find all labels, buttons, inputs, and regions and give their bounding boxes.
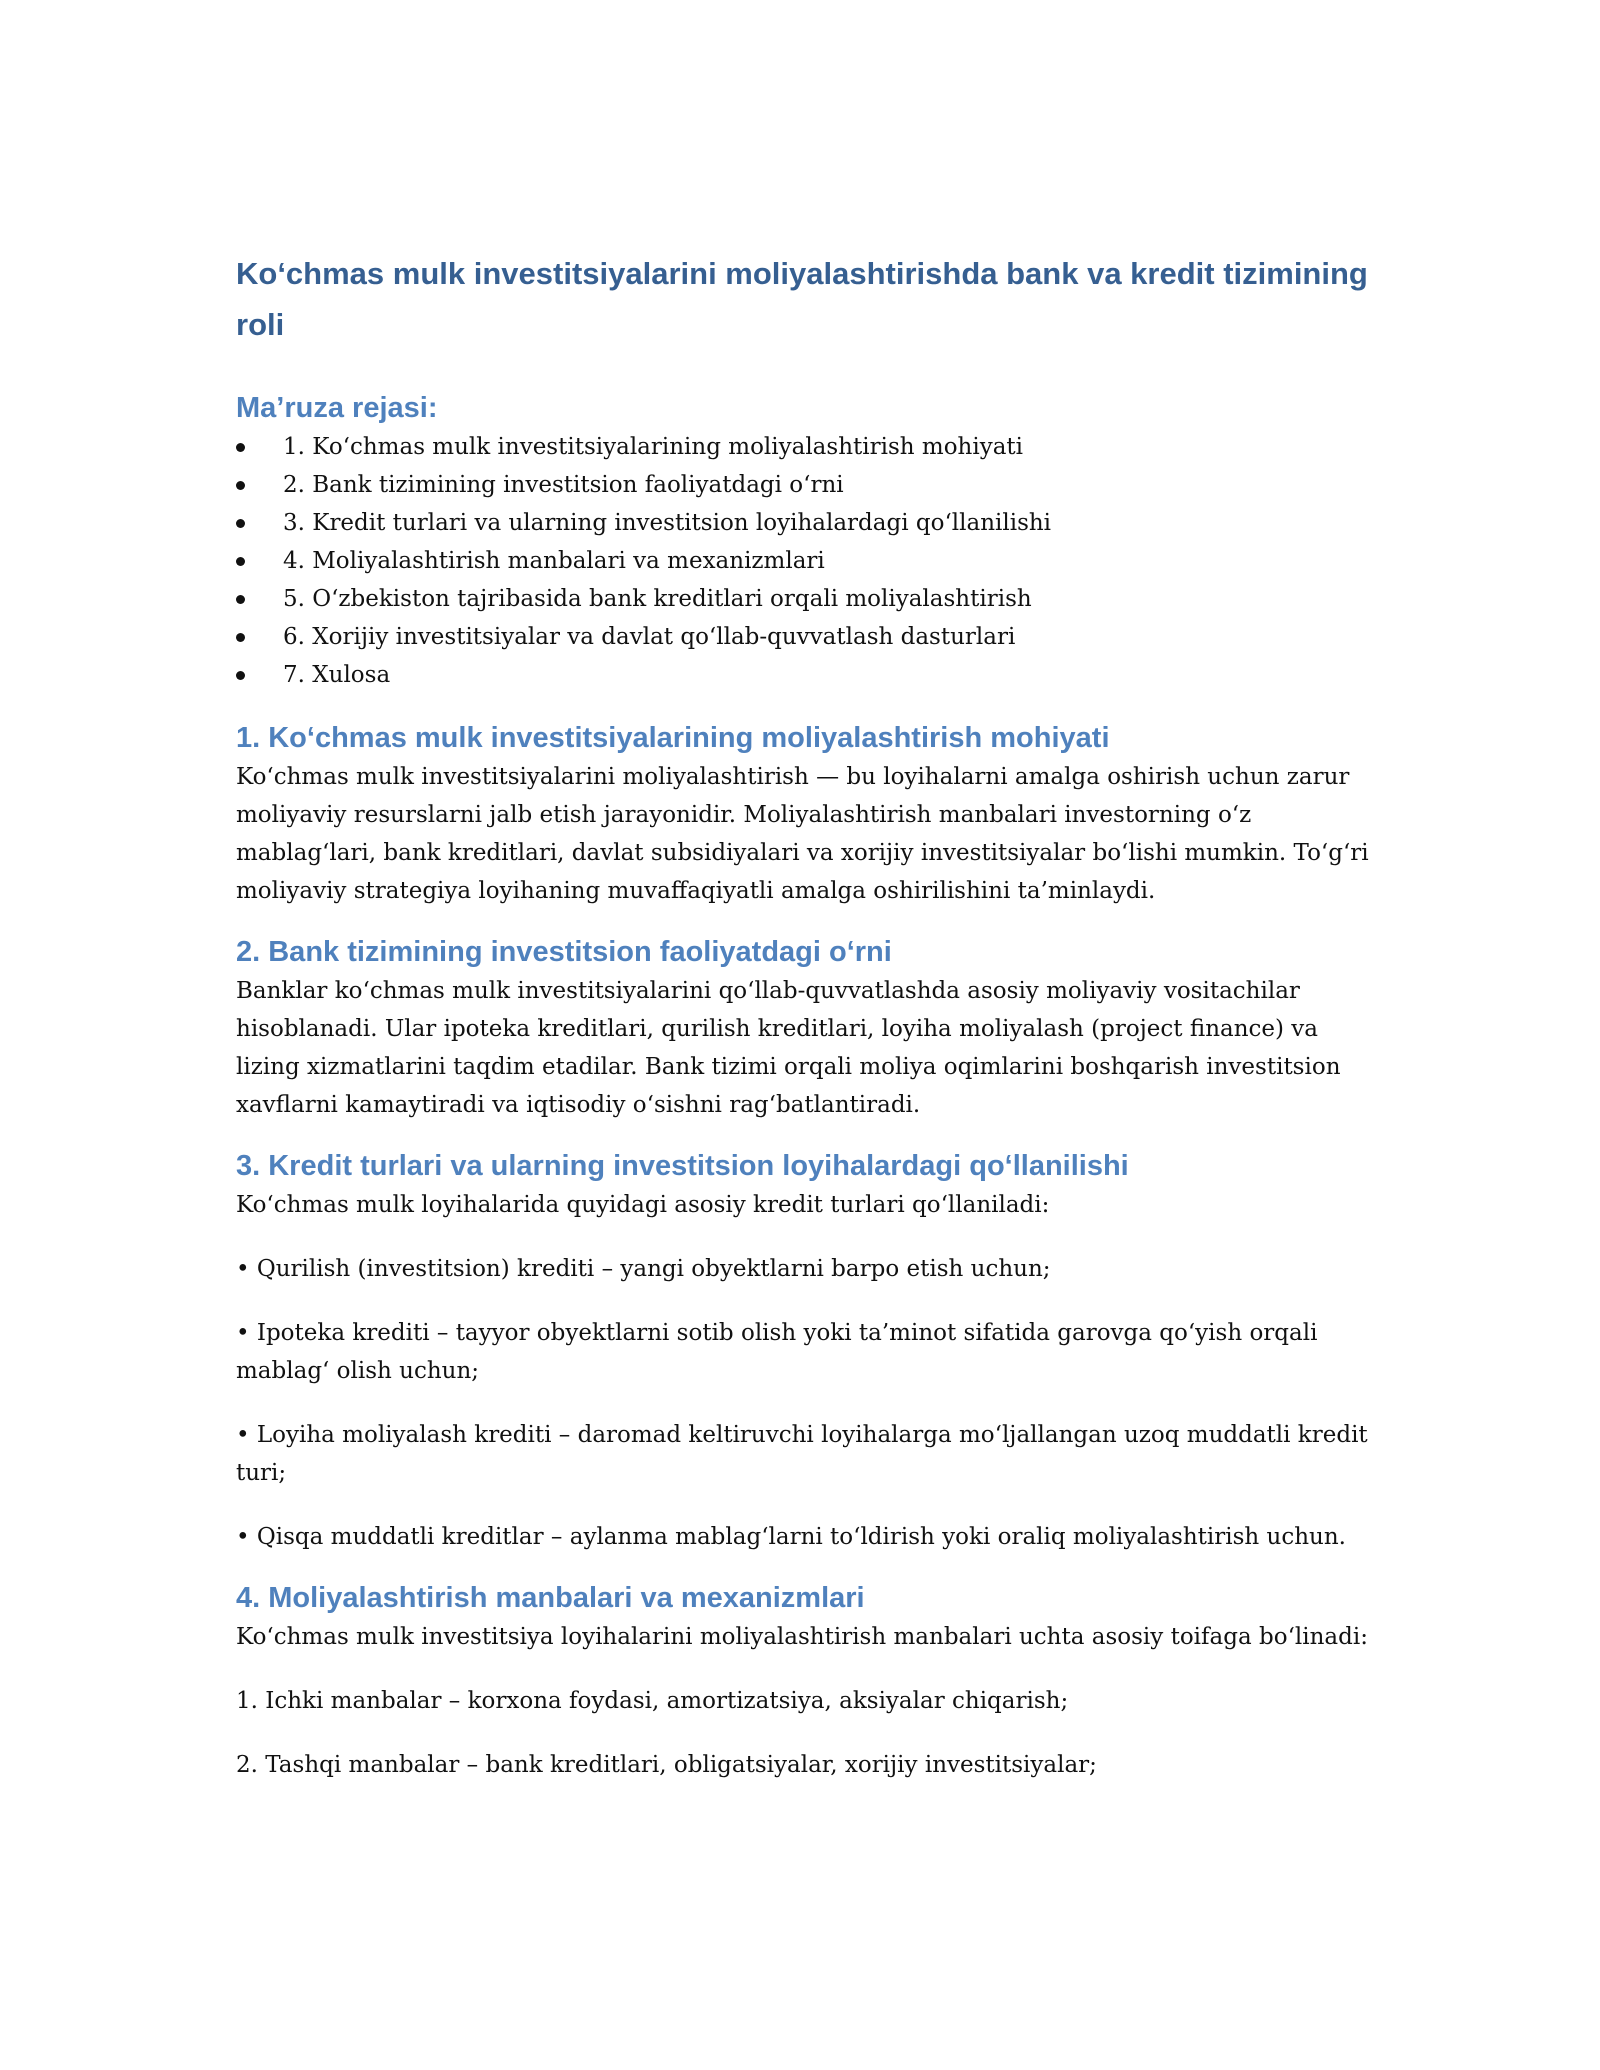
credit-type-item: • Loyiha moliyalash krediti – daromad keltiruvchi loyihalarga mo‘ljallangan uzoq muddatli kredit turi;: [236, 1422, 1368, 1486]
section-paragraph: Banklar ko‘chmas mulk investitsiyalarini qo‘llab-quvvatlashda asosiy moliyaviy vositachilar hisoblanadi. Ular ipoteka kreditlari, qurilish kreditlari, loyiha moliyalash (project finance) va lizing xizmatlarini taqdim etadilar. Bank tizimi orqali moliya oqimlarini boshqarish investitsion xavflarni kamaytiradi va iqtisodiy o‘sishni rag‘batlantiradi.: [236, 978, 1341, 1118]
bullet-icon: [236, 557, 245, 566]
plan-list: [236, 428, 1376, 694]
section-heading: 1. Ko‘chmas mulk investitsiyalarining moliyalashtirish mohiyati: [236, 722, 1110, 754]
section-4: [236, 1578, 1376, 1784]
section-heading: 3. Kredit turlari va ularning investitsion loyihalardagi qo‘llanilishi: [236, 1150, 1129, 1182]
bullet-icon: [236, 633, 245, 642]
document-page: [236, 248, 1376, 1806]
plan-item: [236, 504, 1376, 542]
plan-item-text: 7. Xulosa: [283, 662, 391, 688]
bullet-icon: [236, 519, 245, 528]
section-paragraph: Ko‘chmas mulk investitsiya loyihalarini moliyalashtirish manbalari uchta asosiy toifaga bo‘linadi:: [236, 1624, 1368, 1650]
plan-item-text: 4. Moliyalashtirish manbalari va mexanizmlari: [283, 548, 825, 574]
section-heading: 2. Bank tizimining investitsion faoliyatdagi o‘rni: [236, 936, 892, 968]
bullet-icon: [236, 671, 245, 680]
source-item: 2. Tashqi manbalar – bank kreditlari, obligatsiyalar, xorijiy investitsiyalar;: [236, 1752, 1097, 1778]
credit-type-item: • Qisqa muddatli kreditlar – aylanma mablag‘larni to‘ldirish yoki oraliq moliyalashtirish uchun.: [236, 1524, 1346, 1550]
plan-item: [236, 618, 1376, 656]
section-2: [236, 932, 1376, 1124]
bullet-icon: [236, 595, 245, 604]
plan-item-text: 1. Ko‘chmas mulk investitsiyalarining moliyalashtirish mohiyati: [283, 434, 1024, 460]
credit-type-item: • Ipoteka krediti – tayyor obyektlarni sotib olish yoki ta’minot sifatida garovga qo‘yish orqali mablag‘ olish uchun;: [236, 1320, 1318, 1384]
section-heading: 4. Moliyalashtirish manbalari va mexanizmlari: [236, 1582, 865, 1614]
plan-item: [236, 656, 1376, 694]
bullet-icon: [236, 481, 245, 490]
plan-item: [236, 466, 1376, 504]
plan-heading: Ma’ruza rejasi:: [236, 392, 438, 424]
bullet-icon: [236, 443, 245, 452]
source-item: 1. Ichki manbalar – korxona foydasi, amortizatsiya, aksiyalar chiqarish;: [236, 1688, 1069, 1714]
plan-item: [236, 428, 1376, 466]
plan-item-text: 5. O‘zbekiston tajribasida bank kreditlari orqali moliyalashtirish: [283, 586, 1032, 612]
plan-item-text: 2. Bank tizimining investitsion faoliyatdagi o‘rni: [283, 472, 844, 498]
plan-item-text: 6. Xorijiy investitsiyalar va davlat qo‘llab-quvvatlash dasturlari: [283, 624, 1016, 650]
section-1: [236, 718, 1376, 910]
plan-item: [236, 542, 1376, 580]
section-paragraph: Ko‘chmas mulk loyihalarida quyidagi asosiy kredit turlari qo‘llaniladi:: [236, 1192, 1050, 1218]
section-3: [236, 1146, 1376, 1556]
document-title: Ko‘chmas mulk investitsiyalarini moliyalashtirishda bank va kredit tizimining roli: [236, 256, 1368, 342]
credit-type-item: • Qurilish (investitsion) krediti – yangi obyektlarni barpo etish uchun;: [236, 1256, 1051, 1282]
section-paragraph: Ko‘chmas mulk investitsiyalarini moliyalashtirish — bu loyihalarni amalga oshirish uchun zarur moliyaviy resurslarni jalb etish jarayonidir. Moliyalashtirish manbalari investorning o‘z mablag‘lari, bank kreditlari, davlat subsidiyalari va xorijiy investitsiyalar bo‘lishi mumkin. To‘g‘ri moliyaviy strategiya loyihaning muvaffaqiyatli amalga oshirilishini ta’minlaydi.: [236, 764, 1369, 904]
plan-item-text: 3. Kredit turlari va ularning investitsion loyihalardagi qo‘llanilishi: [283, 510, 1052, 536]
plan-item: [236, 580, 1376, 618]
